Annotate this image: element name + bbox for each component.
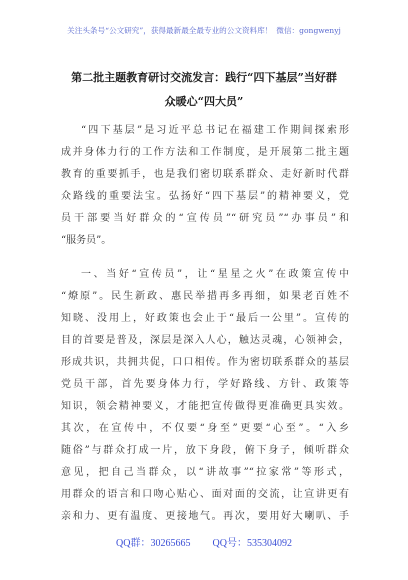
text-line: 一、当好“宣传员”，让“星星之火”在政策宣传中 <box>81 269 349 280</box>
text-line: 目的首要是普及，深层是深入人心，触达灵魂，心领神会， <box>61 335 349 346</box>
text-line: 意见，把自己当群众，以“讲故事”“拉家常”等形式， <box>61 467 349 478</box>
wechat-id: gongwenyj <box>299 26 341 35</box>
text-line: 教育的重要抓手，也是我们密切联系群众、走好新时代群 <box>61 169 349 180</box>
text-line: “服务员”。 <box>61 235 112 246</box>
text-line: 员干部要当好群众的“宣传员”“研究员”“办事员”和 <box>61 213 349 224</box>
contact-footer <box>0 534 408 549</box>
text-line: 众路线的重要法宝。弘扬好“四下基层”的精神要义，党 <box>61 191 349 202</box>
text-line: “四下基层”是习近平总书记在福建工作期间探索形 <box>81 125 349 136</box>
promo-text: 关注头条号“公文研究”，获得最新最全最专业的公文资料库！ <box>67 26 273 35</box>
paragraph-section-one <box>61 264 349 528</box>
document-title <box>40 66 368 114</box>
text-line: 亲和力、更有温度、更接地气。再次，要用好大喇叭、手 <box>61 511 349 522</box>
text-line: 党员干部，首先要身体力行，学好路线、方针、政策等 <box>61 379 349 390</box>
qq-group-number: QQ群：30265665 <box>116 538 191 549</box>
text-line: 知识，领会精神要义，才能把宣传做得更准确更具实效。 <box>61 401 349 412</box>
document-body <box>61 120 349 540</box>
text-line: “燎原”。民生新政、惠民举措再多再细，如果老百姓不 <box>61 291 349 302</box>
text-line: 成并身体力行的工作方法和工作制度，是开展第二批主题 <box>61 147 349 158</box>
qq-number: QQ号：535304092 <box>212 538 292 549</box>
text-line: 用群众的语言和口吻心贴心、面对面的交流，让宣讲更有 <box>61 489 349 500</box>
text-line: 随俗”与群众打成一片，放下身段，俯下身子，倾听群众 <box>61 445 349 456</box>
paragraph-intro <box>61 120 349 252</box>
promo-banner <box>0 25 408 36</box>
text-line: 知晓、没用上，好政策也会止于“最后一公里”。宣传的 <box>61 313 349 324</box>
wechat-label: 微信： <box>276 26 300 35</box>
title-line: 众暖心“四大员” <box>164 95 244 108</box>
title-line: 第二批主题教育研讨交流发言：践行“四下基层”当好群 <box>71 71 337 84</box>
text-line: 形成共识，共拥共促，口口相传。作为密切联系群众的基层 <box>61 357 349 368</box>
text-line: 其次，在宣传中，不仅要“身至”更要“心至”。“入乡 <box>61 423 349 434</box>
